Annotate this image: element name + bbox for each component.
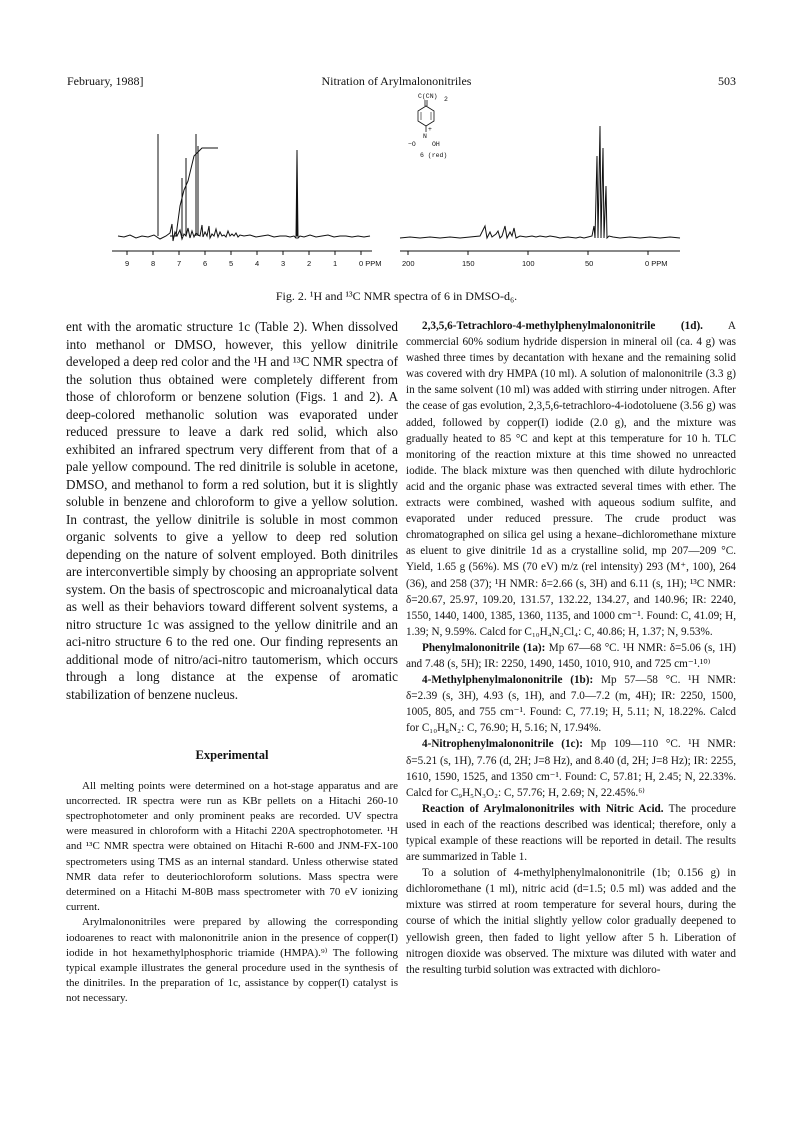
structure-o-minus: −O: [408, 141, 416, 148]
procedure-text: A commercial 60% sodium hydride dispersion in mineral oil (ca. 4 g) was washed three times by decantation with hexane and the remaining solid was covered with dry HMPA (10 ml). A solution of malononitrile (3.3 g) in the same solvent (10 ml) was added with stirring under nitrogen. After the cease of gas evolution, 2,3,5,6-tetrachloro-4-iodotoluene (3.56 g) was added, followed by copper(I) iodide (2.0 g), and the mixture was gradually heated to 85 °C and kept at this temperature for 10 h. TLC monitoring of the reaction mixture at this time showed no unreacted iodide. The black mixture was then quenched with dilute hydrochloric acid and the organic phase was extracted several times with ether. The extracts were combined, washed with aqueous sodium sulfite, and evaporated under reduced pressure. The crude product was chromatographed on silica gel using a hexane–dichloromethane mixture as eluent to give dinitrile 1d as a crystalline solid, mp 207—209 °C. Yield, 1.65 g (56%). MS (70 eV) m/z (rel intensity) 293 (M⁺, 100), 264 (36), and 258 (37); ¹H NMR: δ=2.66 (s, 3H) and 6.11 (s, 1H); ¹³C NMR: δ=20.67, 25.97, 109.20, 131.57, 132.22, 134.27, and 140.96; IR: 2240, 1550, 1440, 1400, 1385, 1360, 1135, and 1000 cm⁻¹. Found: C, 41.09; H, 1.39; N, 9.59%. Calcd for C₁₀H₄N₂Cl₄: C, 40.86; H, 1.37; N, 9.53%.: [406, 320, 736, 638]
procedure-text: The procedure used in each of the reactions described was identical; therefore, only a typical example of these reactions will be reported in detail. The results are summarized in Table 1.: [406, 802, 736, 864]
procedure-paragraph: [406, 801, 736, 865]
structure-ring: [418, 106, 434, 126]
compound-heading-1b: 4-Methylphenylmalononitrile (1b):: [422, 674, 594, 687]
procedure-paragraph: [406, 318, 736, 640]
compound-heading-1d: 2,3,5,6-Tetrachloro-4-methylphenylmalononitrile (1d).: [422, 320, 703, 332]
left-column: [66, 318, 398, 1007]
h-axis-tick-label: 3: [281, 259, 286, 268]
structure-label: 6 (red): [420, 152, 448, 159]
procedure-paragraph: [406, 672, 736, 736]
c-axis-tick-label: 150: [462, 259, 475, 268]
body-paragraph: ent with the aromatic structure 1c (Table 2). When dissolved into methanol or DMSO, however, this yellow dinitrile developed a deep red color and the ¹H and ¹³C NMR spectra of the solution thus obtained were completely different from those of chloroform or benzene solution (Figs. 1 and 2). A deep-colored methanolic solution was evaporated under reduced pressure to leave a dark red solid, which also exhibited an infrared spectrum very different from that of a pale yellow compound. The red dinitrile is soluble in acetone, DMSO, and methanol to form a red solution, but it is slightly soluble in benzene and chloroform to give a yellow solution. In contrast, the yellow dinitrile is soluble in most common organic solvents to give a yellow to deep red solution depending on the nature of solvent employed. Both dinitriles are interconvertible simply by choosing an appropriate solvent system. On the basis of spectroscopic and microanalytical data as well as their behaviors toward different solvent systems, a nitro structure 1c was assigned to the yellow dinitrile and an aci-nitro structure 6 to the red one. Our finding represents an additional mode of nitro/aci-nitro tautomerism, which occurs through a long distance at the expense of aromatic stabilization of benzene nucleus.: [66, 319, 398, 702]
structure-charge: +: [428, 126, 432, 133]
h-nmr-spectrum: [112, 134, 372, 251]
compound-heading-1a: Phenylmalononitrile (1a):: [422, 641, 546, 654]
h-axis-tick-label: 2: [307, 259, 312, 268]
page-number: 503: [718, 74, 736, 88]
c-axis-tick-label: 50: [585, 259, 594, 268]
structure-6: [408, 93, 448, 159]
section-heading-reaction: Reaction of Arylmalononitriles with Nitric Acid.: [422, 802, 664, 815]
h-axis-tick-label: 1: [333, 259, 338, 268]
c-axis-tick-label: 200: [402, 259, 415, 268]
axis-ticks: [127, 251, 648, 255]
c-nmr-spectrum: [400, 126, 680, 251]
h-axis-tick-label: 0 PPM: [359, 259, 382, 268]
nmr-spectra-figure: [110, 86, 690, 276]
running-header-date: February, 1988]: [67, 74, 144, 88]
procedure-text: Mp 57—58 °C. ¹H NMR: δ=2.39 (s, 3H), 4.93 (s, 1H), and 7.0—7.2 (m, 4H); IR: 2250, 1500, 1005, 805, and 755 cm⁻¹. Found: C, 77.19; H, 5.11; N, 18.22%. Calcd for C₁₀H₈N₂: C, 76.90; H, 5.16; N, 17.94%.: [406, 674, 736, 735]
section-heading-experimental: Experimental: [195, 748, 269, 762]
right-column: [406, 318, 736, 978]
h-axis-tick-label: 8: [151, 259, 156, 268]
h-axis-tick-label: 7: [177, 259, 182, 268]
procedure-paragraph: [406, 640, 736, 672]
c-axis-tick-label: 0 PPM: [645, 259, 668, 268]
procedure-text: Mp 109—110 °C. ¹H NMR: δ=5.21 (s, 1H), 7.76 (d, 2H; J=8 Hz), and 8.40 (d, 2H; J=8 Hz); IR: 2255, 1610, 1590, 1525, and 1350 cm⁻¹. Found: C, 57.81; H, 2.45; N, 22.33%. Calcd for C₉H₅N₃O₂: C, 57.76; H, 2.69; N, 22.45%.⁶⁾: [406, 738, 737, 799]
h-nmr-trace: [118, 150, 370, 241]
h-axis-tick-label: 4: [255, 259, 260, 268]
h-axis-tick-label: 5: [229, 259, 234, 268]
h-nmr-integral: [170, 148, 218, 236]
h-axis-tick-label: 9: [125, 259, 130, 268]
figure-caption: Fig. 2. ¹H and ¹³C NMR spectra of 6 in DMSO-d₆.: [275, 289, 518, 303]
experimental-paragraph: Arylmalononitriles were prepared by allowing the corresponding iodoarenes to react with malononitrile anion in the presence of copper(I) iodide in hot hexamethylphosphoric triamide (HMPA).⁹⁾ The following typical example illustrates the general procedure used in the synthesis of the dinitriles. In the preparation of 1c, assistance by copper(I) catalyst is not necessary.: [66, 916, 398, 1005]
structure-subscript: 2: [444, 96, 448, 103]
h-axis-tick-label: 6: [203, 259, 208, 268]
procedure-paragraph: To a solution of 4-methylphenylmalononitrile (1b; 0.156 g) in dichloromethane (1 ml), nitric acid (d=1.5; 0.5 ml) was added and the mixture was stirred at room temperature for several hours, during the course of which the initial slightly yellow color gradually deepened to yellowish green, then faded to light yellow after 5 h. Liberation of nitrogen dioxide was observed. The mixture was diluted with water and the resulting turbid solution was extracted with dichloro-: [406, 867, 736, 976]
c-nmr-trace: [400, 126, 680, 238]
experimental-paragraph: All melting points were determined on a hot-stage apparatus and are uncorrected. IR spectra were run as KBr pellets on a Hitachi 260-10 spectrophotometer and only prominent peaks are recorded. UV spectra were measured in chloroform with a Hitachi 220A spectrophotometer. ¹H and ¹³C NMR spectra were obtained on Hitachi R-600 and JNM-FX-100 spectrometers using TMS as an internal standard. Unless otherwise stated NMR data refer to deuteriochloroform solutions. Mass spectra were determined on a Hitachi M-80B mass spectrometer with 70 eV ionizing current.: [66, 779, 398, 914]
structure-dicyanomethylene: C(CN): [418, 93, 438, 100]
c-axis-tick-label: 100: [522, 259, 535, 268]
procedure-paragraph: [406, 736, 736, 800]
procedure-text: Mp 67—68 °C. ¹H NMR: δ=5.06 (s, 1H) and 7.48 (s, 5H); IR: 2250, 1490, 1450, 1010, 910, and 725 cm⁻¹.¹⁰⁾: [406, 641, 736, 670]
structure-nitrogen: N: [423, 133, 427, 140]
running-header-title: Nitration of Arylmalononitriles: [321, 74, 472, 88]
compound-heading-1c: 4-Nitrophenylmalononitrile (1c):: [422, 738, 583, 751]
structure-oh: OH: [432, 141, 440, 148]
